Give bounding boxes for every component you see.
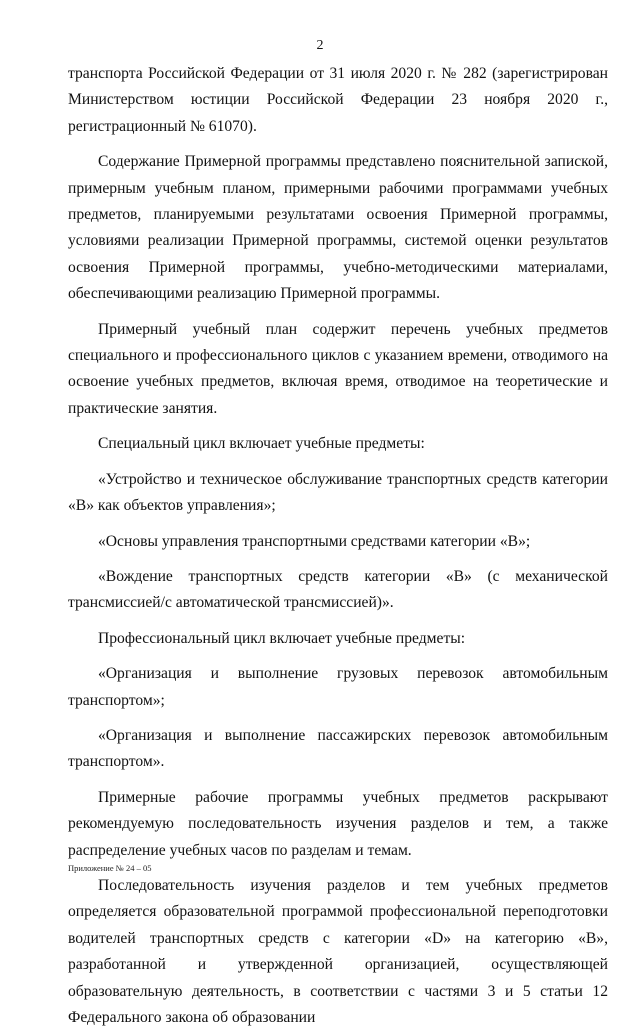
paragraph: Последовательность изучения разделов и тем учебных предметов определяется образовательной программой профессиональной переподготовки водителей транспортных средств с категории «D» на категорию «B», разработанной и утвержденной организацией, осуществляющей образовательную деятельность, в соответствии с частями 3 и 5 статьи 12 Федерального закона об образовании	[68, 876, 608, 1026]
paragraph: «Организация и выполнение грузовых перевозок автомобильным транспортом»;	[68, 665, 608, 709]
paragraph: транспорта Российской Федерации от 31 июля 2020 г. № 282 (зарегистрирован Министерством юстиции Российской Федерации 23 ноября 2020 г., регистрационный № 61070).	[68, 65, 608, 135]
paragraph: «Устройство и техническое обслуживание транспортных средств категории «B» как объектов управления»;	[68, 470, 608, 515]
paragraph: Содержание Примерной программы представлено пояснительной запиской, примерным учебным планом, примерными рабочими программами учебных предметов, планируемыми результатами освоения Примерной программы, условиями реализации Примерной программы, системой оценки результатов освоения Примерной программы, учебно-методическими материалами, обеспечивающими реализацию Примерной программы.	[68, 153, 608, 303]
footer-annex-label: Приложение № 24 – 05	[68, 863, 152, 873]
paragraph: «Организация и выполнение пассажирских перевозок автомобильным транспортом».	[68, 726, 608, 771]
paragraph: Примерные рабочие программы учебных предметов раскрывают рекомендуемую последовательность изучения разделов и тем, а также распределение учебных часов по разделам и темам.	[68, 788, 608, 859]
paragraph: «Основы управления транспортными средствами категории «B»;	[98, 532, 531, 550]
paragraph: Примерный учебный план содержит перечень учебных предметов специального и профессионального циклов с указанием времени, отводимого на освоение учебных предметов, включая время, отводимое на теоретические и практические занятия.	[68, 320, 608, 417]
paragraph: Специальный цикл включает учебные предметы:	[98, 435, 425, 453]
paragraph: «Вождение транспортных средств категории «B» (с механической трансмиссией/с автоматической трансмиссией)».	[68, 567, 608, 612]
page-number: 2	[316, 38, 324, 53]
paragraph: Профессиональный цикл включает учебные предметы:	[98, 629, 466, 647]
document-body	[68, 61, 608, 1031]
